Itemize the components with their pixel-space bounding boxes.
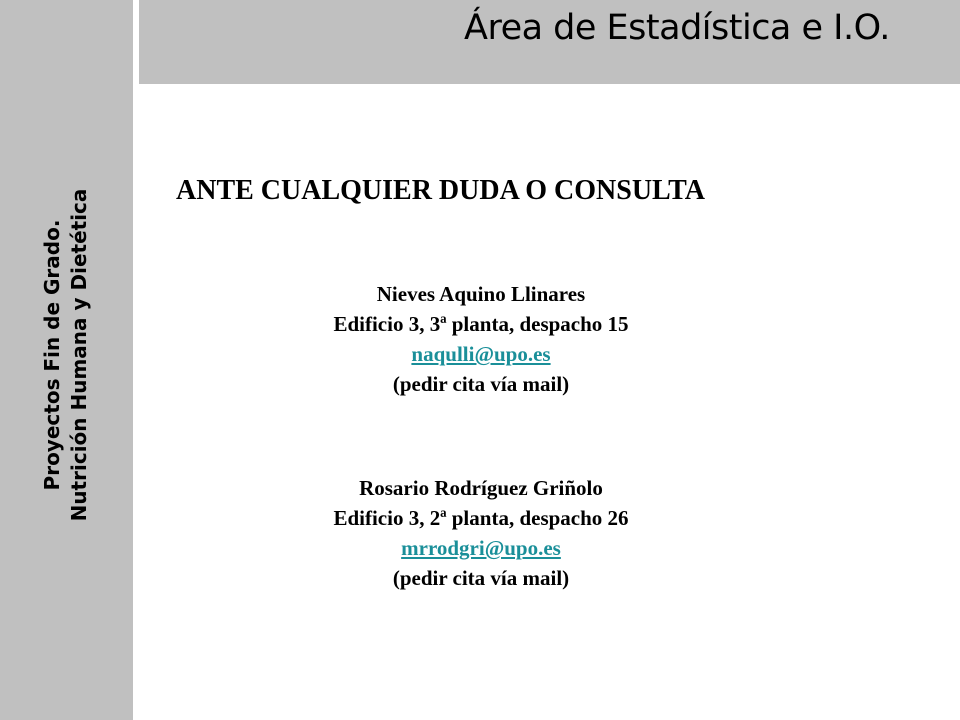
- sidebar-caption: [39, 189, 93, 522]
- contact-note: (pedir cita vía mail): [392, 566, 570, 590]
- header-bar: [139, 0, 960, 84]
- contact-name: Rosario Rodríguez Griñolo: [359, 476, 603, 500]
- contact-office: Edificio 3, 2ª planta, despacho 26: [333, 506, 629, 530]
- contact-email-link[interactable]: naqulli@upo.es: [411, 342, 551, 366]
- contact-heading: ANTE CUALQUIER DUDA O CONSULTA: [176, 175, 705, 206]
- contact-block-2: [139, 473, 823, 593]
- page-title: Área de Estadística e I.O.: [464, 8, 890, 48]
- contact-email-link[interactable]: mrrodgri@upo.es: [401, 536, 561, 560]
- sidebar-line-2: Nutrición Humana y Dietética: [67, 188, 91, 522]
- sidebar: [0, 0, 133, 720]
- contact-office: Edificio 3, 3ª planta, despacho 15: [333, 312, 629, 336]
- sidebar-line-1: Proyectos Fin de Grado.: [40, 219, 64, 491]
- contact-block-1: [139, 279, 823, 399]
- contact-note: (pedir cita vía mail): [392, 372, 570, 396]
- contact-name: Nieves Aquino Llinares: [376, 282, 586, 306]
